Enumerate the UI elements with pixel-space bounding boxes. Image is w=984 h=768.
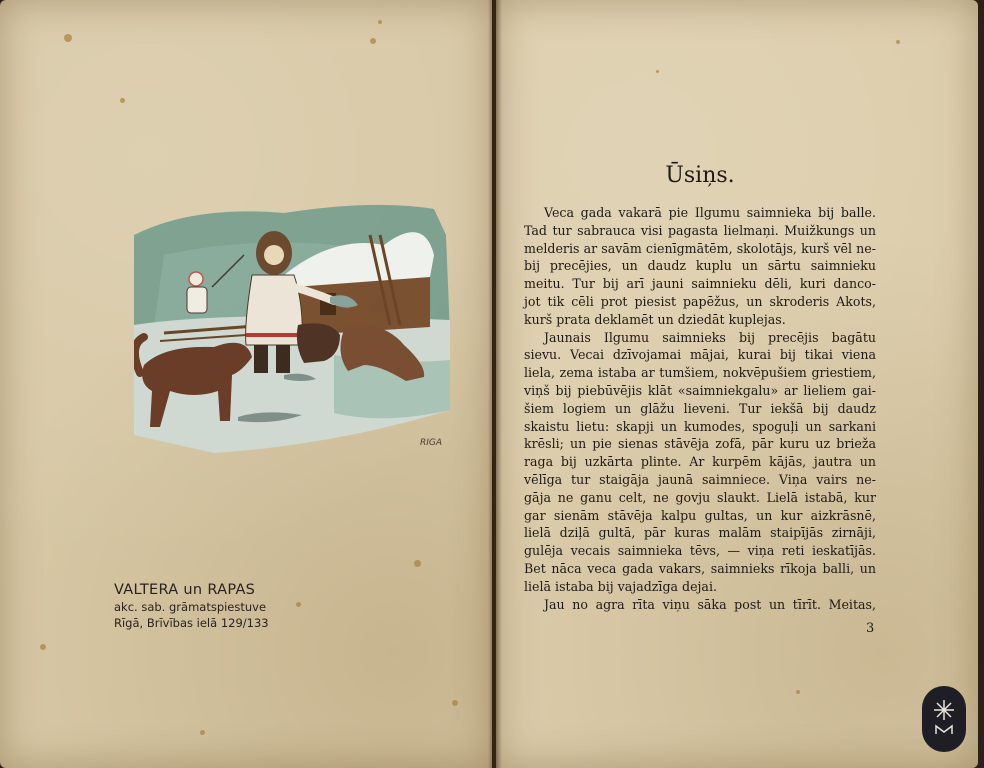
text-line: gar sienām stāvēja kalpu gultas, un kur aizkrāsnē, xyxy=(524,507,876,523)
publisher-name: VALTERA un RAPAS xyxy=(114,582,256,598)
publisher-imprint xyxy=(114,582,274,631)
artist-signature: RIGA xyxy=(420,438,443,448)
paper-speck xyxy=(296,602,301,607)
text-line: meitu. Tur bij arī jauni saimnieku dēli, kuri danco- xyxy=(524,276,876,292)
paper-speck xyxy=(414,560,421,567)
text-line: liela, zema istaba ar tumšiem, nokvēpušiem griestiem, xyxy=(524,365,876,381)
text-line: Bet nāca veca gada vakars, saimnieks rīkoja balli, un xyxy=(524,560,876,576)
text-line: lielā dziļā gultā, pār kuras malām staipījās zirnāji, xyxy=(524,525,876,541)
text-line: gāja ne ganu celt, ne govju slaukt. Lielā istabā, kur xyxy=(524,489,876,505)
text-line: melderis ar savām cienīgmātēm, skolotājs, kurš vēl ne- xyxy=(524,240,876,256)
text-line: jot tik cēli prot piesist papēžus, un skroderis Akots, xyxy=(524,293,876,309)
imprint-line-2: Rīgā, Brīvības ielā 129/133 xyxy=(114,616,269,630)
paper-speck xyxy=(40,644,46,650)
page-number: 3 xyxy=(866,621,875,636)
paper-speck xyxy=(378,20,382,24)
chapter-title: Ūsiņs. xyxy=(665,163,735,188)
paper-speck xyxy=(452,700,458,706)
paper-speck xyxy=(200,730,205,735)
text-line: šiem logiem un glāžu lieveni. Tur iekšā bij daudz xyxy=(524,400,876,416)
text-line: lielā istaba bij vajadzīga dejai. xyxy=(524,578,717,594)
text-line: bij precējies, un daudz kuplu un sārtu saimnieku xyxy=(524,258,876,274)
text-line: sievu. Vecai dzīvojamai mājai, kurai bij tikai viena xyxy=(524,347,876,363)
imprint-line-1: akc. sab. grāmatspiestuve xyxy=(114,600,267,614)
paper-speck xyxy=(120,98,125,103)
story-text xyxy=(524,204,876,613)
paper-speck xyxy=(896,40,900,44)
text-line: Tad tur sabrauca visi pagasta lielmaņi. Muižkungs un xyxy=(524,222,876,238)
text-line: Jaunais Ilgumu saimnieks bij precējis bagātu xyxy=(544,329,876,345)
eskimo-with-dogs-illustration xyxy=(134,195,450,465)
paper-speck xyxy=(64,34,72,42)
text-line: skaistu lietu: skapji un kumodes, spoguļi un sarkani xyxy=(524,418,876,434)
paper-speck xyxy=(796,690,800,694)
text-line: Jau no agra rīta viņu sāka post un tīrīt. Meitas, xyxy=(544,596,876,612)
snowflake-logo-icon xyxy=(922,686,966,752)
illustration-drawing xyxy=(134,195,450,465)
paper-speck xyxy=(656,70,659,73)
text-line: vēlīga tur staigāja jaunā saimniece. Viņa vairs ne- xyxy=(524,471,876,487)
text-line: viņš bij piebūvējis klāt «saimniekgalu» ar lieliem gai- xyxy=(524,382,876,398)
text-line: krēsli; un pie sienas stāvēja zofā, pār kuru uz brieža xyxy=(524,436,876,452)
text-line: kurš prata deklamēt un dziedāt kuplejas. xyxy=(524,311,786,327)
text-line: gulēja vecais saimnieka tēvs, — viņa reti ieskatījās. xyxy=(524,543,876,559)
watermark-badge xyxy=(922,686,966,752)
text-line: Veca gada vakarā pie Ilgumu saimnieka bij balle. xyxy=(544,205,876,220)
book-gutter xyxy=(488,0,502,768)
text-line: raga bij uzkārta plinte. Ar kurpēm kājās, jautra un xyxy=(524,454,876,470)
paper-speck xyxy=(370,38,376,44)
